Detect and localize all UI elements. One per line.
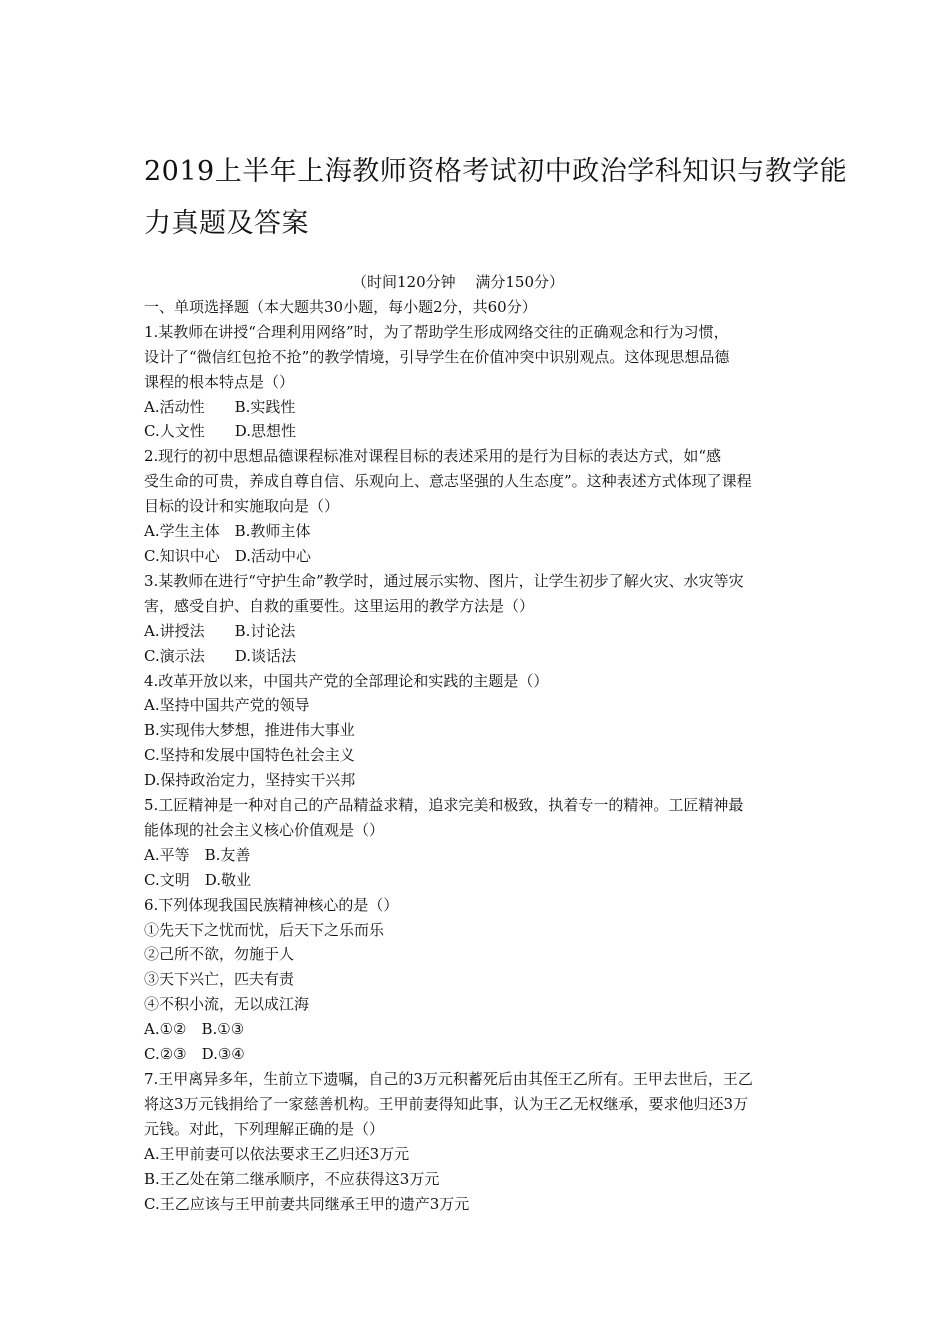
question-line: A.讲授法 B.讨论法 (144, 621, 296, 640)
question-line: C.坚持和发展中国特色社会主义 (144, 746, 355, 765)
question-line: 元钱。对此，下列理解正确的是（） (144, 1119, 385, 1138)
question-line: C.文明 D.敬业 (144, 870, 251, 889)
question-line: C.王乙应该与王甲前妻共同继承王甲的遗产3万元 (144, 1194, 470, 1213)
exam-info: （时间120分钟 满分150分） (351, 273, 565, 291)
question-line: 课程的根本特点是（） (144, 372, 295, 391)
question-line: ②己所不欲，勿施于人 (144, 945, 295, 964)
question-line: 设计了“微信红包抢不抢”的教学情境，引导学生在价值冲突中识别观点。这体现思想品德 (144, 347, 730, 366)
title-line-2: 力真题及答案 (144, 208, 309, 239)
question-lines (144, 320, 824, 1217)
question-line: 能体现的社会主义核心价值观是（） (144, 820, 385, 839)
question-line: A.①② B.①③ (144, 1020, 245, 1039)
question-line: 3.某教师在进行“守护生命”教学时，通过展示实物、图片，让学生初步了解火灾、水灾等灾 (144, 571, 744, 590)
title-line-1: 2019上半年上海教师资格考试初中政治学科知识与教学能 (144, 156, 848, 187)
question-line: 害，感受自护、自救的重要性。这里运用的教学方法是（） (144, 596, 535, 615)
question-line: ④不积小流，无以成江海 (144, 995, 310, 1014)
question-line: 6.下列体现我国民族精神核心的是（） (144, 895, 399, 914)
question-line: 5.工匠精神是一种对自己的产品精益求精，追求完美和极致，执着专一的精神。工匠精神最 (144, 796, 744, 815)
question-line: ①先天下之忧而忧，后天下之乐而乐 (144, 920, 385, 939)
question-line: A.学生主体 B.教师主体 (144, 522, 311, 541)
question-line: 将这3万元钱捐给了一家慈善机构。王甲前妻得知此事，认为王乙无权继承，要求他归还3万 (144, 1094, 749, 1113)
question-line: 1.某教师在讲授“合理利用网络”时，为了帮助学生形成网络交往的正确观念和行为习惯， (144, 322, 729, 341)
question-line: D.保持政治定力，坚持实干兴邦 (144, 771, 356, 790)
section-heading: 一、单项选择题（本大题共30小题，每小题2分，共60分） (144, 297, 537, 316)
question-line: B.王乙处在第二继承顺序，不应获得这3万元 (144, 1169, 440, 1188)
question-line: C.知识中心 D.活动中心 (144, 546, 311, 565)
document-body (144, 270, 824, 1216)
question-line: A.平等 B.友善 (144, 845, 251, 864)
question-line: A.坚持中国共产党的领导 (144, 696, 310, 715)
question-line: 目标的设计和实施取向是（） (144, 497, 340, 516)
question-line: A.活动性 B.实践性 (144, 397, 296, 416)
question-line: 受生命的可贵，养成自尊自信、乐观向上、意志坚强的人生态度”。这种表述方式体现了课程 (144, 472, 752, 491)
document-title (144, 146, 848, 250)
question-line: 7.王甲离异多年，生前立下遗嘱，自己的3万元积蓄死后由其侄王乙所有。王甲去世后，王乙 (144, 1070, 753, 1088)
question-line: 2.现行的初中思想品德课程标准对课程目标的表述采用的是行为目标的表达方式，如“感 (144, 447, 721, 466)
question-line: C.人文性 D.思想性 (144, 422, 296, 441)
question-line: A.王甲前妻可以依法要求王乙归还3万元 (144, 1144, 410, 1163)
question-line: ③天下兴亡，匹夫有责 (144, 970, 295, 989)
question-line: 4.改革开放以来，中国共产党的全部理论和实践的主题是（） (144, 671, 549, 690)
question-line: C.演示法 D.谈话法 (144, 646, 296, 665)
question-line: B.实现伟大梦想，推进伟大事业 (144, 721, 355, 740)
question-line: C.②③ D.③④ (144, 1045, 245, 1064)
